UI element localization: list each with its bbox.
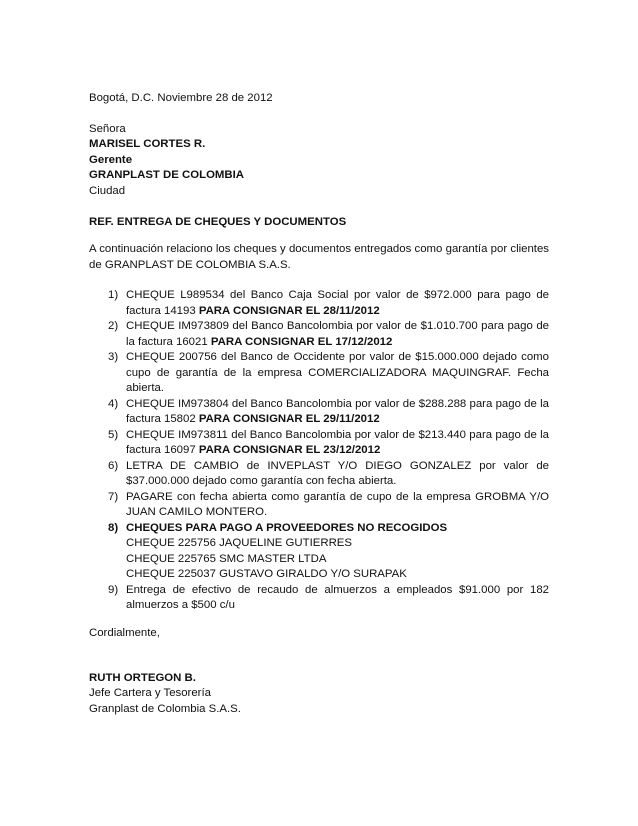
recipient-title: Gerente — [89, 154, 133, 166]
list-item: 1) CHEQUE L989534 del Banco Caja Social por valor de $972.000 para pago de factura 14193 PARA CONSIGNAR EL 28/11/2012 — [108, 289, 549, 317]
unclaimed-cheques-heading: CHEQUES PARA PAGO A PROVEEDORES NO RECOGIDOS — [126, 521, 448, 534]
recipient-company: GRANPLAST DE COLOMBIA — [89, 169, 245, 181]
list-item: 6) LETRA DE CAMBIO de INVEPLAST Y/O DIEGO GONZALEZ por valor de $37.000.000 dejado como garantía con fecha abierta. — [108, 459, 549, 487]
recipient-city: Ciudad — [89, 185, 126, 197]
intro-paragraph: A continuación relaciono los cheques y documentos entregados como garantía por clientes de GRANPLAST DE COLOMBIA S.A.S. — [89, 243, 549, 271]
signature-company: Granplast de Colombia S.A.S. — [89, 703, 241, 715]
cheque-line: CHEQUE 225756 JAQUELINE GUTIERRES — [126, 537, 352, 549]
list-item: 7) PAGARE con fecha abierta como garantía de cupo de la empresa GROBMA Y/O JUAN CAMILO MONTERO. — [108, 490, 549, 518]
list-item-unclaimed-cheques: 8) CHEQUES PARA PAGO A PROVEEDORES NO RECOGIDOS CHEQUE 225756 JAQUELINE GUTIERRES CHEQUE 225765 SMC MASTER LTDA CHEQUE 225037 GUSTAVO GIRALDO Y/O SURAPAK — [89, 521, 549, 583]
recipient-name: MARISEL CORTES R. — [89, 138, 206, 150]
reference-line: REF. ENTREGA DE CHEQUES Y DOCUMENTOS — [89, 216, 347, 228]
list-item: 3) CHEQUE 200756 del Banco de Occidente por valor de $15.000.000 dejado como cupo de garantía de la empresa COMERCIALIZADORA MAQUINGRAF. Fecha abierta. — [108, 351, 549, 394]
cheque-line: CHEQUE 225037 GUSTAVO GIRALDO Y/O SURAPAK — [126, 568, 407, 580]
list-item: 5) CHEQUE IM973811 del Banco Bancolombia por valor de $213.440 para pago de la factura 16097 PARA CONSIGNAR EL 23/12/2012 — [108, 428, 549, 456]
signature-name: RUTH ORTEGON B. — [89, 672, 196, 684]
closing-line: Cordialmente, — [89, 627, 160, 639]
items-list — [89, 288, 549, 614]
list-item: 4) CHEQUE IM973804 del Banco Bancolombia por valor de $288.288 para pago de la factura 15802 PARA CONSIGNAR EL 29/11/2012 — [108, 397, 549, 425]
list-item: 2) CHEQUE IM973809 del Banco Bancolombia por valor de $1.010.700 para pago de la factura 16021 PARA CONSIGNAR EL 17/12/2012 — [108, 320, 549, 348]
recipient-salutation: Señora — [89, 123, 126, 135]
list-item: 9) Entrega de efectivo de recaudo de almuerzos a empleados $91.000 por 182 almuerzos a $500 c/u — [108, 583, 549, 611]
cheque-line: CHEQUE 225765 SMC MASTER LTDA — [126, 552, 327, 565]
date-line: Bogotá, D.C. Noviembre 28 de 2012 — [89, 92, 273, 104]
signature-title: Jefe Cartera y Tesorería — [89, 687, 211, 699]
